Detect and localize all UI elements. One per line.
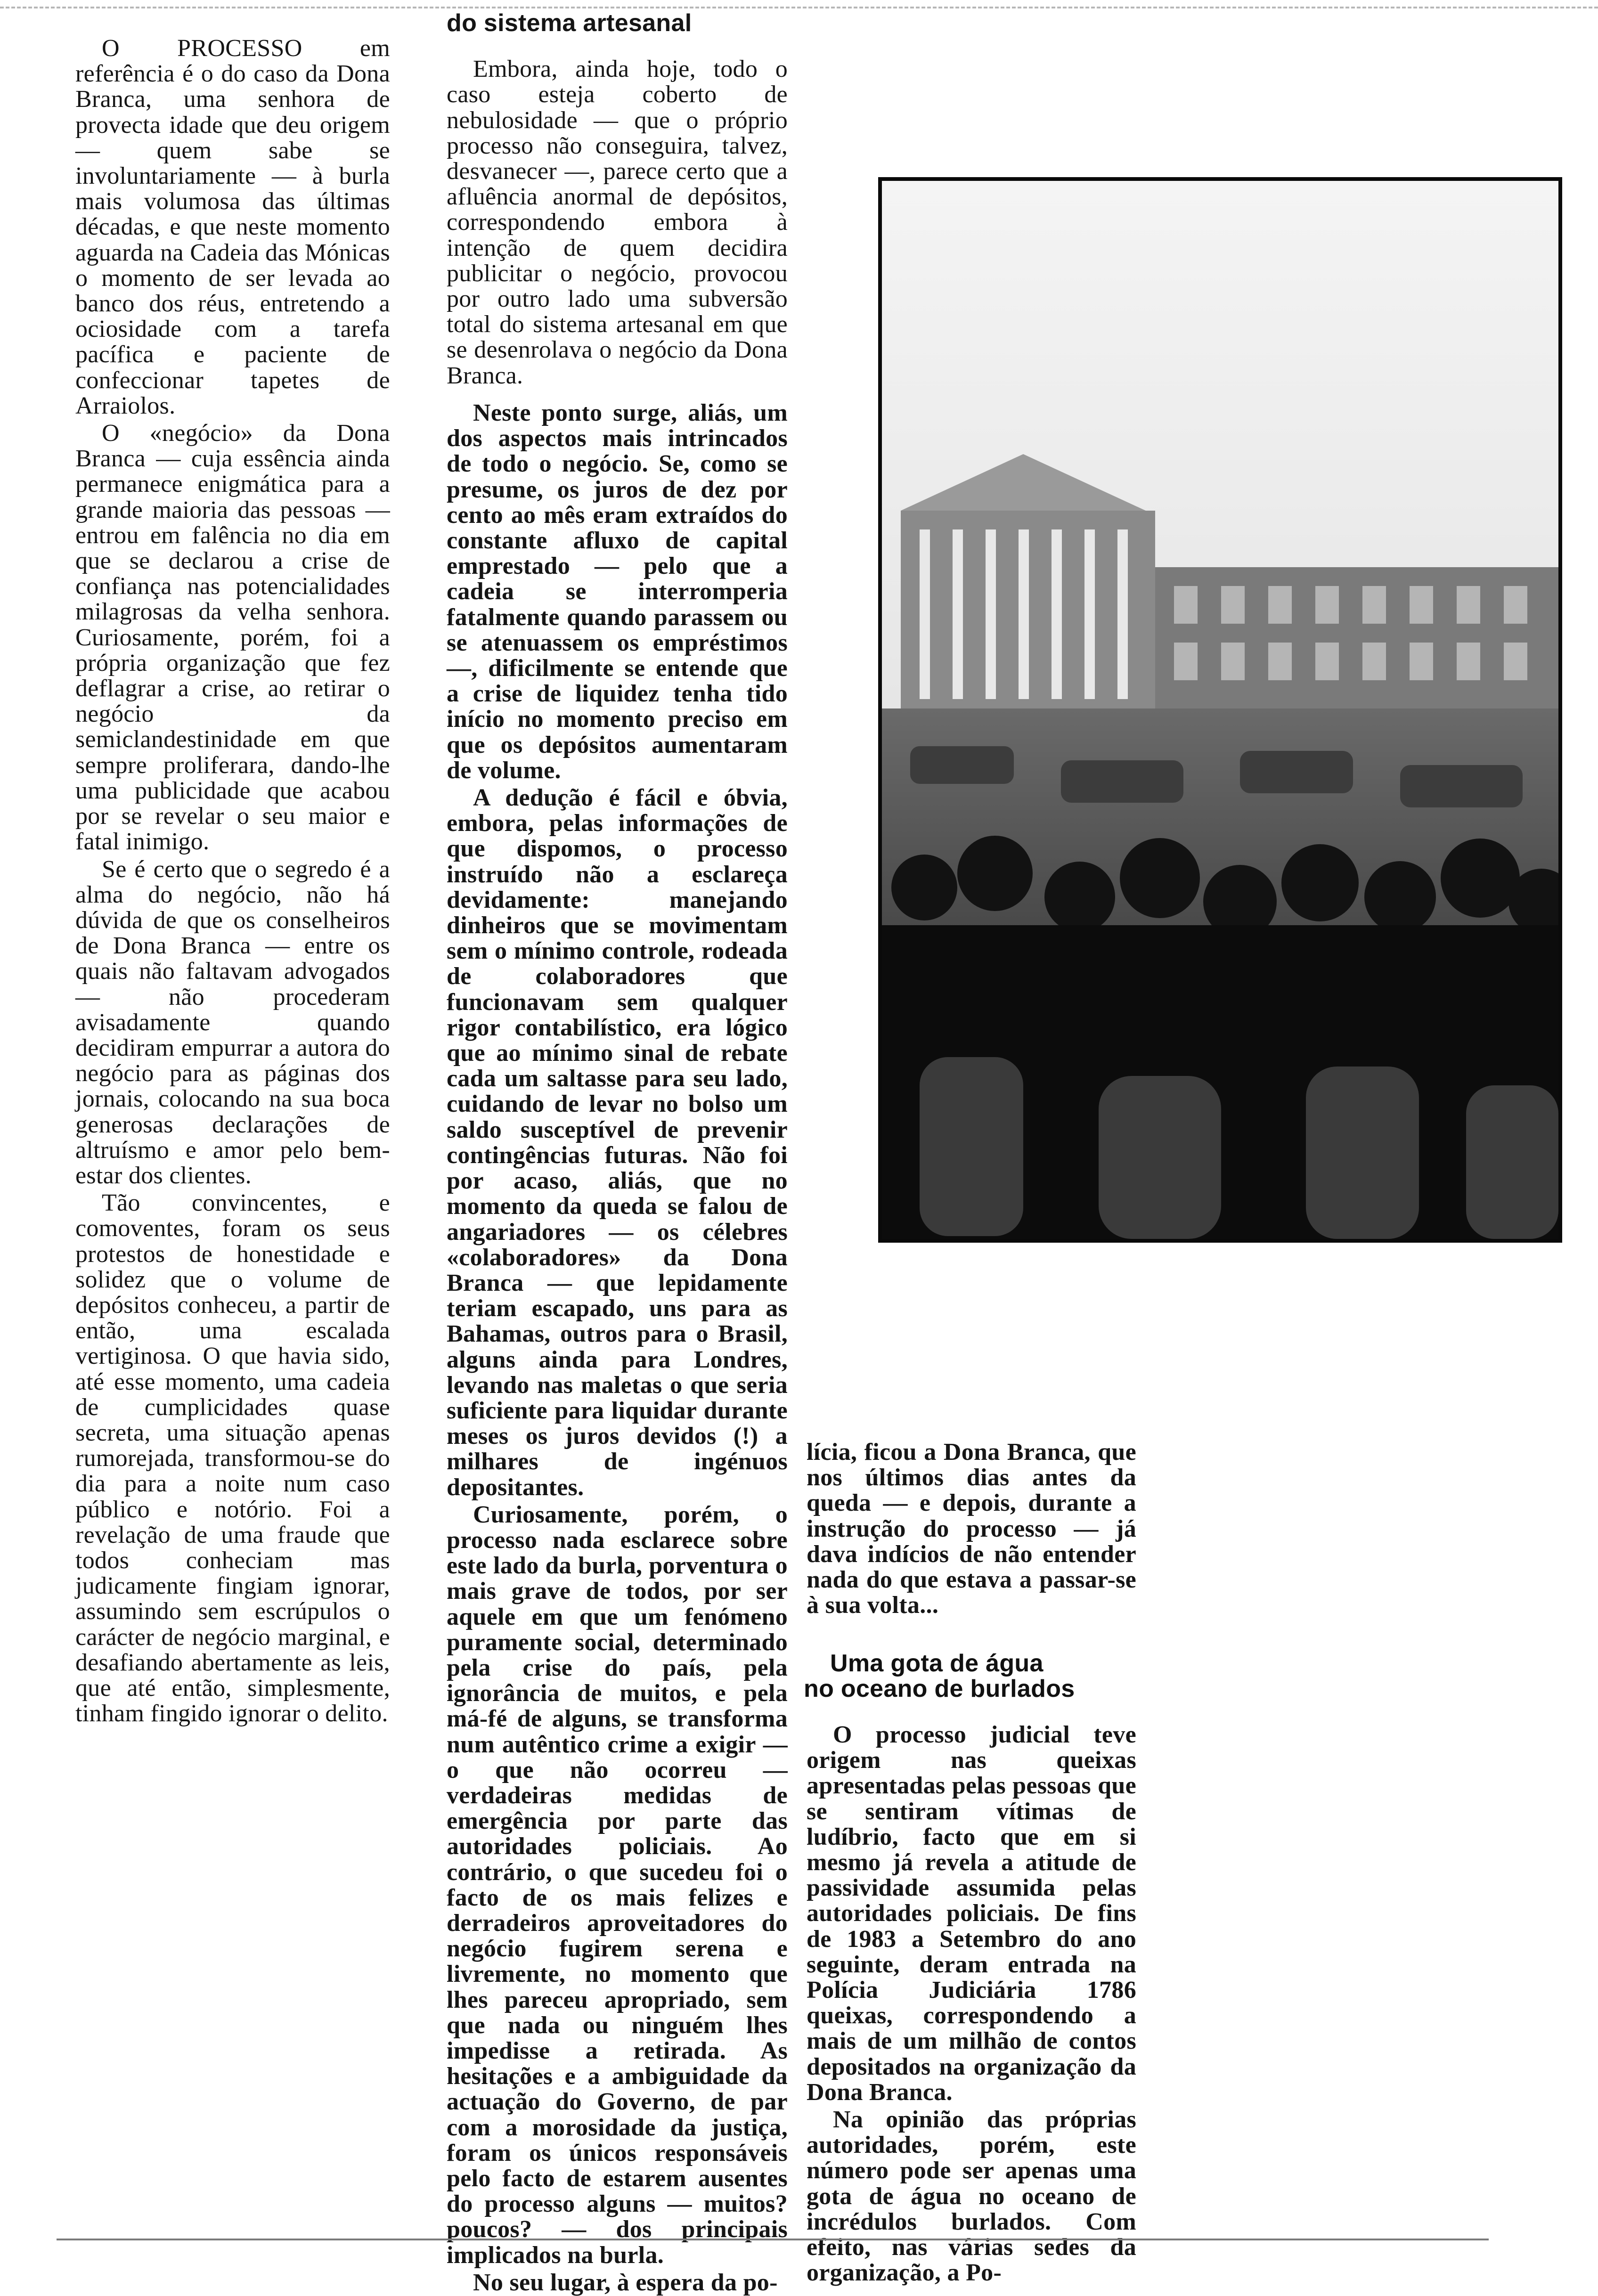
subhead-block [804, 1651, 1152, 1702]
photo-image [882, 181, 1558, 1239]
crowd-before-building-photo [878, 177, 1562, 1243]
paragraph: O PROCESSO em referência é o do caso da Dona Branca, uma senhora de provecta idade que deu origem — quem sabe se involuntariamente — à burla mais volumosa das últimas décadas, e que neste momento aguarda na Cadeia das Mónicas o momento de ser levada ao banco dos réus, entretendo a ociosidade com a tarefa pacífica e paciente de confeccionar tapetes de Arraiolos. [75, 35, 390, 419]
paragraph: Na opinião das próprias autoridades, porém, este número pode ser apenas uma gota de água no oceano de incrédulos burlados. Com efeito, nas várias sedes da organização, a Po- [807, 2106, 1136, 2287]
paragraph: O «negócio» da Dona Branca — cuja essência ainda permanece enigmática para a grande maioria das pessoas — entrou em falência no dia em que se declarou a crise de confiança nas potencialidades milagrosas da velha senhora. Curiosamente, porém, foi a própria organização que fez deflagrar a crise, ao retirar o negócio da semiclandestinidade em que sempre proliferara, dando-lhe uma publicidade que acabou por se revelar o seu maior e fatal inimigo. [75, 420, 390, 855]
column-3 [807, 1440, 1136, 1618]
column-3b [807, 1722, 1136, 2286]
subhead-line-1: Uma gota de água [830, 1650, 1044, 1677]
column-2-bold [447, 400, 788, 2296]
paragraph: Embora, ainda hoje, todo o caso esteja coberto de nebulosidade — que o próprio processo não conseguira, talvez, desvanecer —, parece certo que a afluência anormal de depósitos, correspondendo embora à intenção de quem decidira publicitar o negócio, provocou por outro lado uma subversão total do sistema artesanal em que se desenrolava o negócio da Dona Branca. [447, 56, 788, 389]
column-2 [447, 10, 788, 389]
paragraph: Se é certo que o segredo é a alma do negócio, não há dúvida de que os conselheiros de Dona Branca — entre os quais não faltavam advogados — não procederam avisadamente quando decidiram empurrar a autora do negócio para as páginas dos jornais, colocando na sua boca generosas declarações de altruísmo e amor pelo bem-estar dos clientes. [75, 855, 390, 1189]
subhead [804, 1651, 1152, 1702]
paragraph: Curiosamente, porém, o processo nada esclarece sobre este lado da burla, porventura o mais grave de todos, por ser aquele em que um fenómeno puramente social, determinado pela crise do país, pela ignorância de muitos, e pela má-fé de alguns, se transforma num autêntico crime a exigir — o que não ocorreu — verdadeiras medidas de emergência por parte das autoridades policiais. Ao contrário, o que sucedeu foi o facto de os mais felizes e derradeiros aproveitadores do negócio fugirem serena e livremente, no momento que lhes pareceu apropriado, sem que nada ou ninguém lhes impedisse a retirada. As hesitações e a ambiguidade da actuação do Governo, de par com a morosidade da justiça, foram os únicos responsáveis pelo facto de estarem ausentes do processo alguns — muitos? poucos? — dos principais implicados na burla. [447, 1501, 788, 2269]
paragraph: lícia, ficou a Dona Branca, que nos últimos dias antes da queda — e depois, durante a instrução do processo — já dava indícios de não entender nada do que estava a passar-se à sua volta... [807, 1439, 1136, 1619]
paragraph: No seu lugar, à espera da po- [473, 2269, 778, 2296]
column-head: do sistema artesanal [447, 9, 692, 37]
paragraph: O processo judicial teve origem nas queixas apresentadas pelas pessoas que se sentiram vítimas de ludíbrio, facto que em si mesmo já revela a atitude de passividade assumida pelas autoridades policiais. De fins de 1983 a Setembro do ano seguinte, deram entrada na Polícia Judiciária 1786 queixas, correspondendo a mais de um milhão de contos depositados na organização da Dona Branca. [807, 1721, 1136, 2106]
bottom-rule [57, 2239, 1489, 2240]
column-1 [75, 36, 390, 1726]
paragraph: Neste ponto surge, aliás, um dos aspectos mais intrincados de todo o negócio. Se, como se presume, os juros de dez por cento ao mês eram extraídos do constante afluxo de capital emprestado — pelo que a cadeia se interromperia fatalmente quando parassem ou se atenuassem os empréstimos —, dificilmente se entende que a crise de liquidez tenha tido início no momento preciso em que os depósitos aumentaram de volume. [447, 399, 788, 784]
paragraph: A dedução é fácil e óbvia, embora, pelas informações de que dispomos, o processo instruído não a esclareça devidamente: manejando dinheiros que se movimentam sem o mínimo controle, rodeada de colaboradores que funcionavam sem qualquer rigor contabilístico, era lógico que ao mínimo sinal de rebate cada um saltasse para seu lado, cuidando de levar no bolso um saldo susceptível de prevenir contingências futuras. Não foi por acaso, aliás, que no momento da queda se falou de angariadores — os célebres «colaboradores» da Dona Branca — que lepidamente teriam escapado, uns para as Bahamas, outros para o Brasil, alguns ainda para Londres, levando nas maletas o que seria suficiente para liquidar durante meses os juros devidos (!) a milhares de ingénuos depositantes. [447, 784, 788, 1501]
paragraph: Tão convincentes, e comoventes, foram os seus protestos de honestidade e solidez que o volume de depósitos conheceu, a partir de então, uma escalada vertiginosa. O que havia sido, até esse momento, uma cadeia de cumplicidades quase secreta, uma situação apenas rumorejada, transformou-se do dia para a noite num caso público e notório. Foi a revelação de uma fraude que todos conheciam mas judicamente fingiam ignorar, assumindo sem escrúpulos o carácter de negócio marginal, e desafiando abertamente as leis, que até então, simplesmente, tinham fingido ignorar o delito. [75, 1189, 390, 1727]
subhead-line-2: no oceano de burlados [804, 1675, 1075, 1703]
top-rule [0, 7, 1598, 8]
